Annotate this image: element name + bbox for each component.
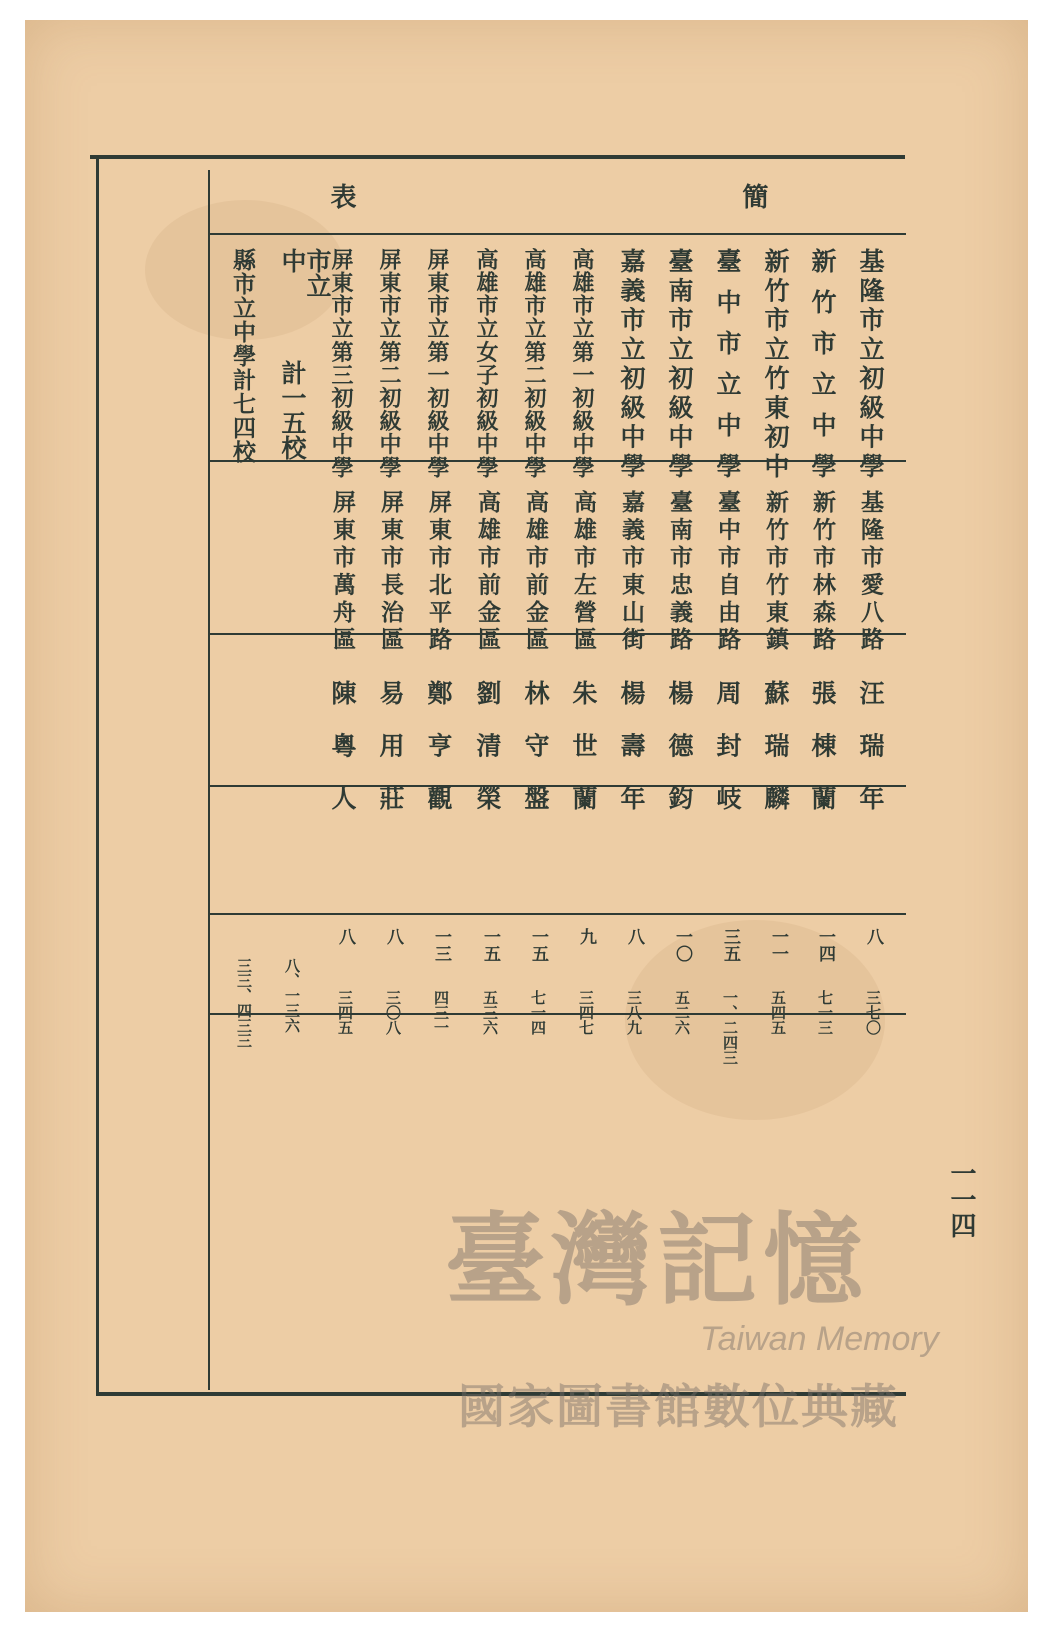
principal-name: 鄭亨觀 — [424, 680, 453, 810]
school-address: 新竹市林森路 — [809, 490, 836, 650]
class-count: 九 — [576, 928, 596, 945]
table-title-char: 簡 — [738, 183, 768, 209]
student-count: 三四七 — [577, 990, 595, 1035]
student-count: 三七〇 — [864, 990, 882, 1035]
class-count: 八 — [383, 928, 403, 945]
class-count: 八 — [863, 928, 883, 945]
row-rule-principal — [210, 785, 906, 787]
school-address: 嘉義市東山街 — [618, 490, 645, 650]
principal-name: 林守盤 — [521, 680, 550, 810]
school-name: 屏東市立第二初級中學 — [376, 248, 402, 478]
total-students-county: 三三、四三三 — [235, 958, 253, 1048]
school-address: 屏東市長治區 — [377, 490, 404, 650]
class-count: 一一 — [768, 928, 788, 962]
principal-name: 汪瑞年 — [856, 680, 885, 810]
total-students-city: 八、一三六 — [283, 958, 301, 1033]
principal-name: 陳粵人 — [328, 680, 357, 810]
total-count-city: 計一五校 — [278, 360, 307, 460]
principal-name: 楊壽年 — [617, 680, 646, 810]
school-name: 高雄市立女子初級中學 — [473, 248, 499, 478]
watermark-chinese: 臺灣記憶 — [445, 1201, 869, 1319]
school-name: 屏東市立第一初級中學 — [424, 248, 450, 478]
principal-name: 劉清榮 — [473, 680, 502, 810]
school-name: 高雄市立第二初級中學 — [521, 248, 547, 478]
student-count: 一、二四三 — [721, 990, 739, 1065]
school-name: 高雄市立第一初級中學 — [569, 248, 595, 478]
student-count: 五二六 — [673, 990, 691, 1035]
school-name: 嘉義市立初級中學 — [617, 248, 646, 478]
watermark-library: 國家圖書館數位典藏 — [458, 1380, 899, 1435]
principal-name: 蘇瑞麟 — [761, 680, 790, 810]
school-address: 屏東市北平路 — [425, 490, 452, 650]
school-address: 高雄市前金區 — [522, 490, 549, 650]
class-count: 一五 — [528, 928, 548, 962]
school-name: 新竹市立中學 — [808, 248, 837, 478]
watermark-english: Taiwan Memory — [700, 1320, 939, 1358]
class-count: 三五 — [720, 928, 740, 962]
student-count: 三四五 — [336, 990, 354, 1035]
class-count: 一四 — [815, 928, 835, 962]
school-address: 新竹市竹東鎮 — [762, 490, 789, 650]
student-count: 七一四 — [529, 990, 547, 1035]
school-address: 臺南市忠義路 — [666, 490, 693, 650]
school-name: 新竹市立竹東初中 — [761, 248, 790, 478]
row-rule-classes — [210, 913, 906, 915]
table-left-border — [96, 157, 99, 1394]
school-name: 屏東市立第三初級中學 — [328, 248, 354, 478]
paper-stain — [625, 920, 885, 1120]
student-count: 七一三 — [816, 990, 834, 1035]
school-address: 基隆市愛八路 — [857, 490, 884, 650]
total-label-city: 市立中 — [278, 248, 332, 298]
row-rule-address — [210, 633, 906, 635]
school-address: 屏東市萬舟區 — [329, 490, 356, 650]
principal-name: 朱世蘭 — [569, 680, 598, 810]
principal-name: 楊德鈞 — [665, 680, 694, 810]
principal-name: 易用莊 — [376, 680, 405, 810]
school-address: 臺中市自由路 — [714, 490, 741, 650]
student-count: 三八九 — [625, 990, 643, 1035]
student-count: 三〇八 — [384, 990, 402, 1035]
row-rule-name — [210, 460, 906, 462]
class-count: 一〇 — [672, 928, 692, 962]
column-divider — [208, 170, 210, 1390]
row-rule-students — [210, 1013, 906, 1015]
class-count: 八 — [335, 928, 355, 945]
principal-name: 周封岐 — [713, 680, 742, 810]
student-count: 四三一 — [432, 990, 450, 1035]
school-address: 高雄市前金區 — [474, 490, 501, 650]
school-name: 基隆市立初級中學 — [856, 248, 885, 478]
school-name: 臺南市立初級中學 — [665, 248, 694, 478]
table-title-char: 表 — [326, 183, 356, 209]
school-name: 臺中市立中學 — [713, 248, 742, 478]
class-count: 八 — [624, 928, 644, 945]
class-count: 一五 — [480, 928, 500, 962]
school-address: 高雄市左營區 — [570, 490, 597, 650]
table-top-rule — [90, 155, 905, 159]
student-count: 五三六 — [481, 990, 499, 1035]
header-rule — [210, 233, 906, 235]
total-label-county: 縣市立中學計七四校 — [229, 248, 256, 463]
principal-name: 張棟蘭 — [808, 680, 837, 810]
student-count: 五四五 — [769, 990, 787, 1035]
class-count: 一三 — [431, 928, 451, 962]
page-number: 一一四 — [946, 1160, 976, 1238]
